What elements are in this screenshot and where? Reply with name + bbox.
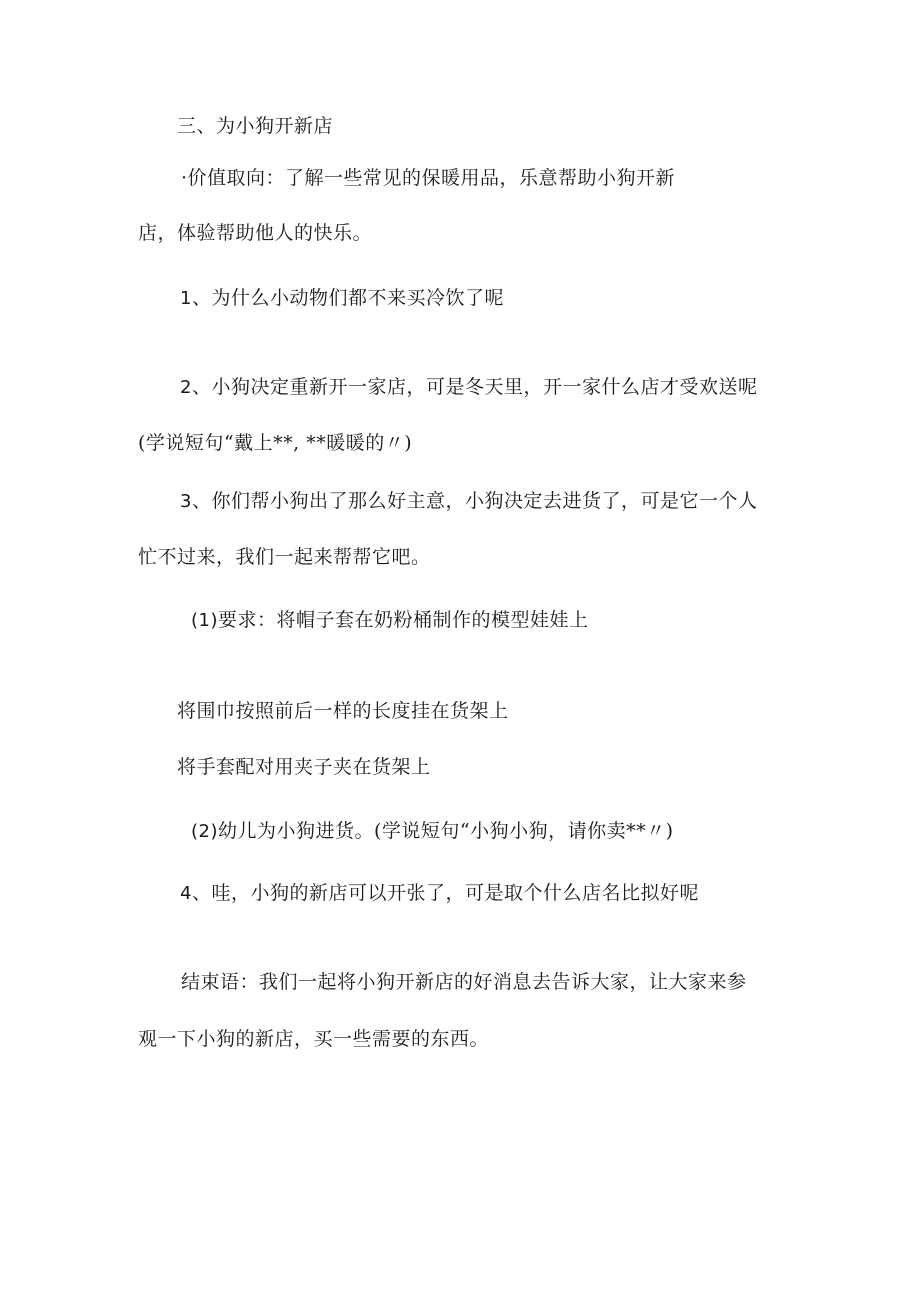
step-4-text: 、哇，小狗的新店可以开张了，可是取个什么店名比拟好呢: [191, 882, 699, 904]
step-3-text-2: 忙不过来，我们一起来帮帮它吧。: [138, 546, 431, 568]
requirement-2-text: 将围巾按照前后一样的长度挂在货架上: [177, 700, 509, 722]
step-4: [180, 879, 699, 908]
sub-item-2: [191, 817, 674, 846]
conclusion-line-1: [181, 968, 747, 996]
step-2-number: 2: [180, 377, 192, 398]
step-2-line-2: [138, 429, 412, 457]
requirement-2: [177, 697, 509, 725]
step-4-number: 4: [180, 883, 192, 904]
step-3-number: 3: [180, 491, 192, 512]
step-1-text: 、为什么小动物们都不来买冷饮了呢: [191, 287, 504, 309]
value-orientation-line-1: [181, 164, 675, 192]
sub-item-1-number: (1): [191, 610, 218, 631]
step-3-line-2: [138, 543, 431, 571]
step-1-number: 1: [180, 288, 192, 309]
sub-item-2-number: (2): [191, 821, 218, 842]
step-3-text-1: 、你们帮小狗出了那么好主意，小狗决定去进货了，可是它一个人: [191, 490, 758, 512]
requirement-3: [177, 753, 431, 781]
conclusion-text-1: 结束语：我们一起将小狗开新店的好消息去告诉大家，让大家来参: [181, 971, 747, 993]
step-1: [180, 284, 504, 313]
sub-item-2-text: 幼儿为小狗进货。(学说短句“小狗小狗，请你卖**〃): [218, 820, 674, 842]
value-orientation-line-2: [138, 219, 372, 247]
section-heading: [177, 112, 333, 140]
step-2-text-1: 、小狗决定重新开一家店，可是冬天里，开一家什么店才受欢送呢: [191, 376, 758, 398]
step-2-text-2: (学说短句“戴上**, **暖暖的〃): [138, 432, 413, 454]
conclusion-text-2: 观一下小狗的新店，买一些需要的东西。: [138, 1028, 490, 1050]
value-orientation-text-2: 店，体验帮助他人的快乐。: [138, 222, 373, 244]
step-3-line-1: [180, 487, 757, 516]
value-orientation-text-1: ·价值取向：了解一些常见的保暖用品，乐意帮助小狗开新: [181, 167, 676, 189]
sub-item-1: [191, 606, 589, 635]
requirement-3-text: 将手套配对用夹子夹在货架上: [177, 756, 431, 778]
step-2-line-1: [180, 373, 757, 402]
section-heading-text: 三、为小狗开新店: [177, 115, 334, 137]
conclusion-line-2: [138, 1025, 489, 1053]
sub-item-1-text: 要求：将帽子套在奶粉桶制作的模型娃娃上: [218, 609, 589, 631]
